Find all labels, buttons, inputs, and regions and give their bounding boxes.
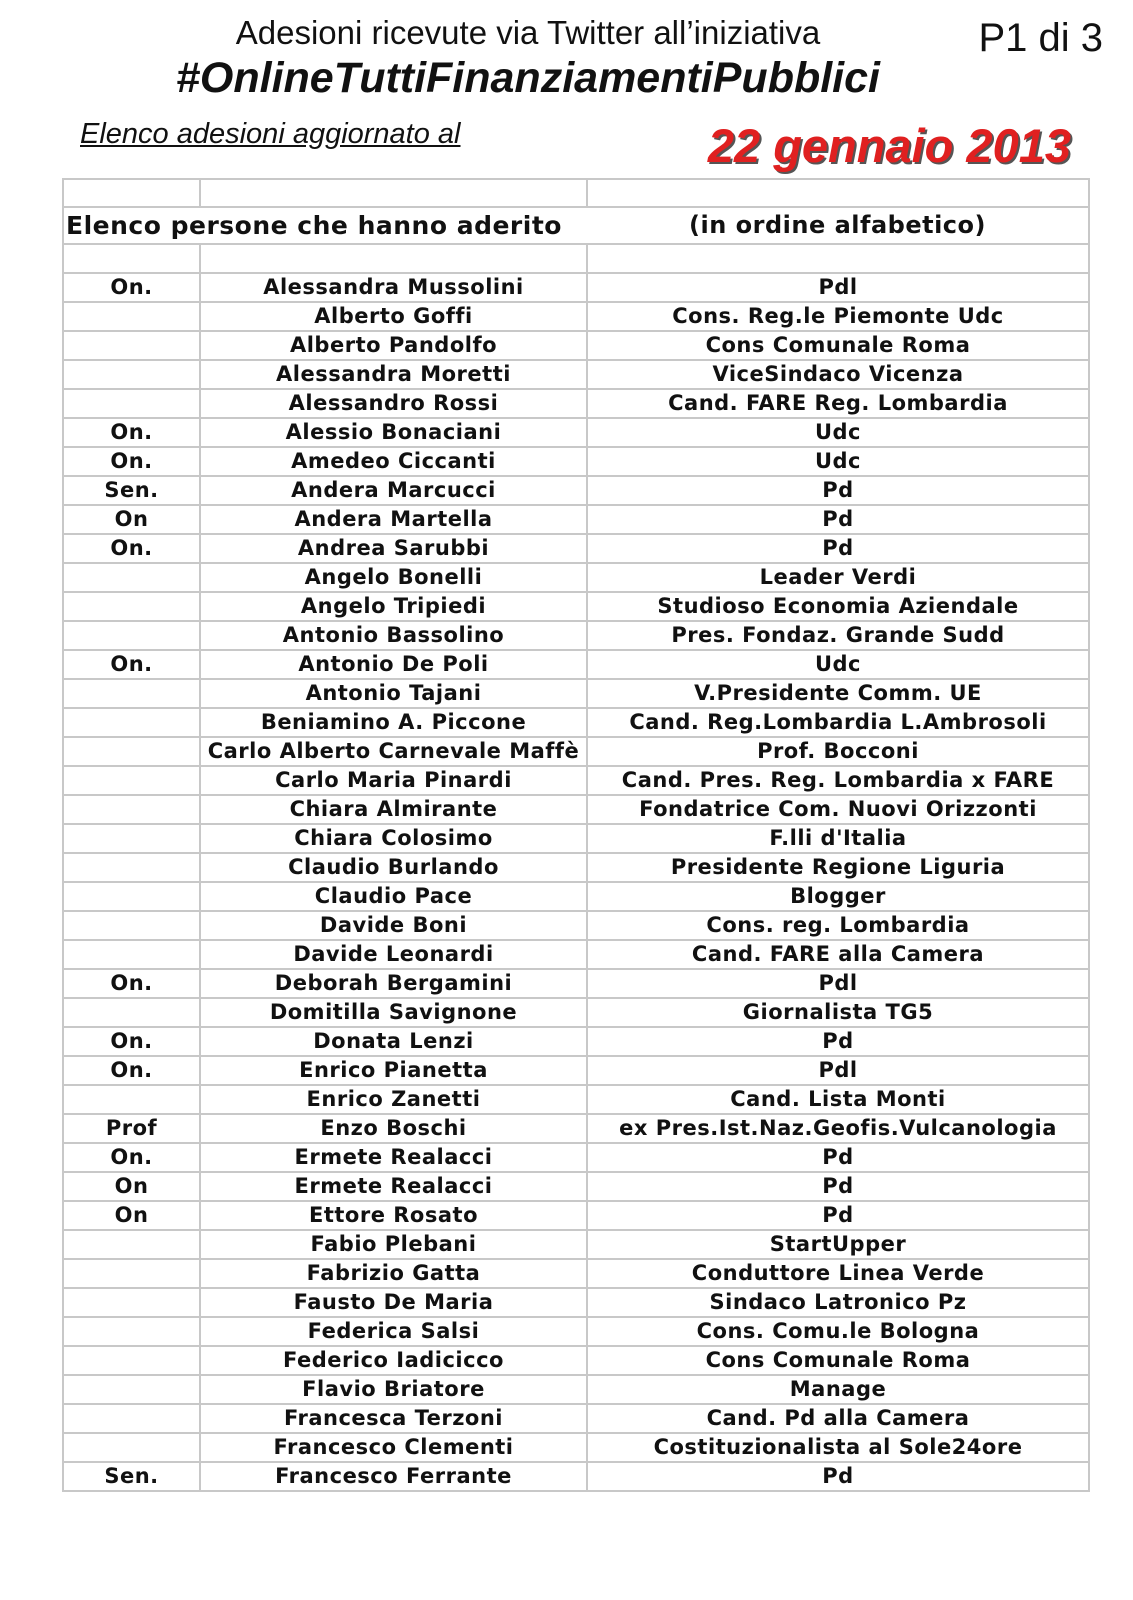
table-row xyxy=(63,1375,1089,1404)
row-name: Beniamino A. Piccone xyxy=(200,708,587,737)
table-row xyxy=(63,708,1089,737)
row-role: Studioso Economia Aziendale xyxy=(587,592,1089,621)
row-name: Fabio Plebani xyxy=(200,1230,587,1259)
row-role: Pd xyxy=(587,505,1089,534)
row-title: On. xyxy=(63,418,200,447)
table-row xyxy=(63,650,1089,679)
row-name: Angelo Tripiedi xyxy=(200,592,587,621)
row-role: Cand. Pres. Reg. Lombardia x FARE xyxy=(587,766,1089,795)
table-row xyxy=(63,534,1089,563)
row-name: Davide Leonardi xyxy=(200,940,587,969)
row-name: Enrico Zanetti xyxy=(200,1085,587,1114)
row-title: On. xyxy=(63,273,200,302)
table-header-row xyxy=(63,207,1089,244)
row-title: On. xyxy=(63,650,200,679)
row-role: Fondatrice Com. Nuovi Orizzonti xyxy=(587,795,1089,824)
row-title xyxy=(63,1085,200,1114)
row-title xyxy=(63,940,200,969)
row-role: F.lli d'Italia xyxy=(587,824,1089,853)
row-role: Udc xyxy=(587,447,1089,476)
row-role: ViceSindaco Vicenza xyxy=(587,360,1089,389)
row-name: Ermete Realacci xyxy=(200,1143,587,1172)
row-name: Andrea Sarubbi xyxy=(200,534,587,563)
row-name: Antonio Tajani xyxy=(200,679,587,708)
row-title xyxy=(63,1433,200,1462)
row-title xyxy=(63,824,200,853)
row-name: Carlo Maria Pinardi xyxy=(200,766,587,795)
row-role: Manage xyxy=(587,1375,1089,1404)
table-row xyxy=(63,592,1089,621)
row-role: Conduttore Linea Verde xyxy=(587,1259,1089,1288)
row-title: On xyxy=(63,1172,200,1201)
table-row xyxy=(63,795,1089,824)
row-name: Davide Boni xyxy=(200,911,587,940)
row-name: Antonio Bassolino xyxy=(200,621,587,650)
row-role: Presidente Regione Liguria xyxy=(587,853,1089,882)
row-name: Andera Martella xyxy=(200,505,587,534)
table-row xyxy=(63,1056,1089,1085)
table-row xyxy=(63,447,1089,476)
row-role: Giornalista TG5 xyxy=(587,998,1089,1027)
row-role: Cand. Pd alla Camera xyxy=(587,1404,1089,1433)
row-name: Enzo Boschi xyxy=(200,1114,587,1143)
row-title xyxy=(63,911,200,940)
row-name: Alberto Pandolfo xyxy=(200,331,587,360)
table-row xyxy=(63,1346,1089,1375)
row-role: Pd xyxy=(587,1027,1089,1056)
row-role: Prof. Bocconi xyxy=(587,737,1089,766)
row-title: On. xyxy=(63,534,200,563)
table-row xyxy=(63,969,1089,998)
row-role: V.Presidente Comm. UE xyxy=(587,679,1089,708)
row-title xyxy=(63,708,200,737)
table-row xyxy=(63,998,1089,1027)
row-name: Ettore Rosato xyxy=(200,1201,587,1230)
table-row xyxy=(63,1433,1089,1462)
table-row xyxy=(63,766,1089,795)
row-role: Blogger xyxy=(587,882,1089,911)
blank-row xyxy=(63,244,1089,273)
row-role: Cand. Reg.Lombardia L.Ambrosoli xyxy=(587,708,1089,737)
table-row xyxy=(63,1288,1089,1317)
row-role: Pdl xyxy=(587,1056,1089,1085)
update-date: 22 gennaio 2013 xyxy=(707,119,1071,172)
subtitle: Adesioni ricevute via Twitter all’iniziativa xyxy=(235,14,821,51)
row-role: Pd xyxy=(587,1462,1089,1491)
row-title: Sen. xyxy=(63,476,200,505)
table-row xyxy=(63,1201,1089,1230)
row-title xyxy=(63,1317,200,1346)
table-header-left: Elenco persone che hanno aderito xyxy=(63,207,587,244)
row-title xyxy=(63,1230,200,1259)
row-name: Claudio Burlando xyxy=(200,853,587,882)
row-title xyxy=(63,1288,200,1317)
row-role: StartUpper xyxy=(587,1230,1089,1259)
row-name: Francesco Ferrante xyxy=(200,1462,587,1491)
row-title xyxy=(63,592,200,621)
row-name: Alessandro Rossi xyxy=(200,389,587,418)
table-row xyxy=(63,911,1089,940)
table-row xyxy=(63,1172,1089,1201)
row-name: Amedeo Ciccanti xyxy=(200,447,587,476)
row-role: Cand. Lista Monti xyxy=(587,1085,1089,1114)
row-name: Andera Marcucci xyxy=(200,476,587,505)
adhesions-table-body xyxy=(63,179,1089,1491)
row-name: Fabrizio Gatta xyxy=(200,1259,587,1288)
row-title: Sen. xyxy=(63,1462,200,1491)
row-name: Fausto De Maria xyxy=(200,1288,587,1317)
row-role: Cons. Comu.le Bologna xyxy=(587,1317,1089,1346)
hashtag-title: #OnlineTuttiFinanziamentiPubblici xyxy=(176,54,880,102)
table-row xyxy=(63,679,1089,708)
row-name: Alessandra Mussolini xyxy=(200,273,587,302)
table-row xyxy=(63,737,1089,766)
row-title xyxy=(63,882,200,911)
row-role: Pd xyxy=(587,1201,1089,1230)
row-title: On. xyxy=(63,1056,200,1085)
row-role: Pdl xyxy=(587,273,1089,302)
row-name: Francesco Clementi xyxy=(200,1433,587,1462)
updated-label: Elenco adesioni aggiornato al xyxy=(80,118,461,150)
row-title xyxy=(63,389,200,418)
row-name: Alessandra Moretti xyxy=(200,360,587,389)
table-header-right: (in ordine alfabetico) xyxy=(587,207,1089,244)
row-title xyxy=(63,331,200,360)
row-role: Sindaco Latronico Pz xyxy=(587,1288,1089,1317)
row-name: Carlo Alberto Carnevale Maffè xyxy=(200,737,587,766)
row-role: Costituzionalista al Sole24ore xyxy=(587,1433,1089,1462)
row-title: On. xyxy=(63,1027,200,1056)
row-name: Deborah Bergamini xyxy=(200,969,587,998)
table-row xyxy=(63,1027,1089,1056)
row-role: ex Pres.Ist.Naz.Geofis.Vulcanologia xyxy=(587,1114,1089,1143)
row-title: On xyxy=(63,1201,200,1230)
row-title xyxy=(63,998,200,1027)
row-name: Enrico Pianetta xyxy=(200,1056,587,1085)
row-title xyxy=(63,766,200,795)
table-row xyxy=(63,1230,1089,1259)
row-role: Udc xyxy=(587,418,1089,447)
row-role: Cons. reg. Lombardia xyxy=(587,911,1089,940)
row-title xyxy=(63,1259,200,1288)
row-role: Pd xyxy=(587,534,1089,563)
row-title xyxy=(63,737,200,766)
row-title xyxy=(63,1404,200,1433)
row-title xyxy=(63,795,200,824)
row-title: On. xyxy=(63,969,200,998)
row-name: Alessio Bonaciani xyxy=(200,418,587,447)
row-name: Chiara Colosimo xyxy=(200,824,587,853)
row-name: Ermete Realacci xyxy=(200,1172,587,1201)
row-title xyxy=(63,302,200,331)
row-name: Chiara Almirante xyxy=(200,795,587,824)
table-row xyxy=(63,1143,1089,1172)
row-title xyxy=(63,360,200,389)
row-title: On xyxy=(63,505,200,534)
row-role: Pd xyxy=(587,1172,1089,1201)
row-name: Flavio Briatore xyxy=(200,1375,587,1404)
row-role: Cand. FARE Reg. Lombardia xyxy=(587,389,1089,418)
row-role: Cand. FARE alla Camera xyxy=(587,940,1089,969)
row-title xyxy=(63,679,200,708)
row-name: Federico Iadicicco xyxy=(200,1346,587,1375)
page-indicator: P1 di 3 xyxy=(978,16,1103,60)
row-name: Domitilla Savignone xyxy=(200,998,587,1027)
table-row xyxy=(63,882,1089,911)
table-row xyxy=(63,418,1089,447)
table-row xyxy=(63,563,1089,592)
row-role: Leader Verdi xyxy=(587,563,1089,592)
row-title xyxy=(63,1375,200,1404)
row-role: Cons Comunale Roma xyxy=(587,331,1089,360)
table-row xyxy=(63,360,1089,389)
table-row xyxy=(63,1462,1089,1491)
row-name: Federica Salsi xyxy=(200,1317,587,1346)
row-name: Alberto Goffi xyxy=(200,302,587,331)
blank-row xyxy=(63,179,1089,207)
row-role: Pd xyxy=(587,476,1089,505)
row-title xyxy=(63,563,200,592)
table-row xyxy=(63,621,1089,650)
row-name: Donata Lenzi xyxy=(200,1027,587,1056)
table-row xyxy=(63,476,1089,505)
row-role: Pres. Fondaz. Grande Sudd xyxy=(587,621,1089,650)
row-role: Pdl xyxy=(587,969,1089,998)
table-row xyxy=(63,1114,1089,1143)
table-row xyxy=(63,824,1089,853)
row-name: Claudio Pace xyxy=(200,882,587,911)
row-title: On. xyxy=(63,1143,200,1172)
table-row xyxy=(63,1085,1089,1114)
table-row xyxy=(63,1317,1089,1346)
table-row xyxy=(63,273,1089,302)
row-role: Cons Comunale Roma xyxy=(587,1346,1089,1375)
row-title: Prof xyxy=(63,1114,200,1143)
table-row xyxy=(63,1259,1089,1288)
table-row xyxy=(63,389,1089,418)
table-row xyxy=(63,505,1089,534)
table-row xyxy=(63,331,1089,360)
row-name: Francesca Terzoni xyxy=(200,1404,587,1433)
table-row xyxy=(63,302,1089,331)
row-role: Udc xyxy=(587,650,1089,679)
row-name: Angelo Bonelli xyxy=(200,563,587,592)
table-row xyxy=(63,853,1089,882)
table-row xyxy=(63,1404,1089,1433)
row-name: Antonio De Poli xyxy=(200,650,587,679)
table-row xyxy=(63,940,1089,969)
row-title xyxy=(63,853,200,882)
row-role: Pd xyxy=(587,1143,1089,1172)
row-role: Cons. Reg.le Piemonte Udc xyxy=(587,302,1089,331)
adhesions-table xyxy=(62,178,1090,1492)
row-title xyxy=(63,1346,200,1375)
row-title: On. xyxy=(63,447,200,476)
row-title xyxy=(63,621,200,650)
